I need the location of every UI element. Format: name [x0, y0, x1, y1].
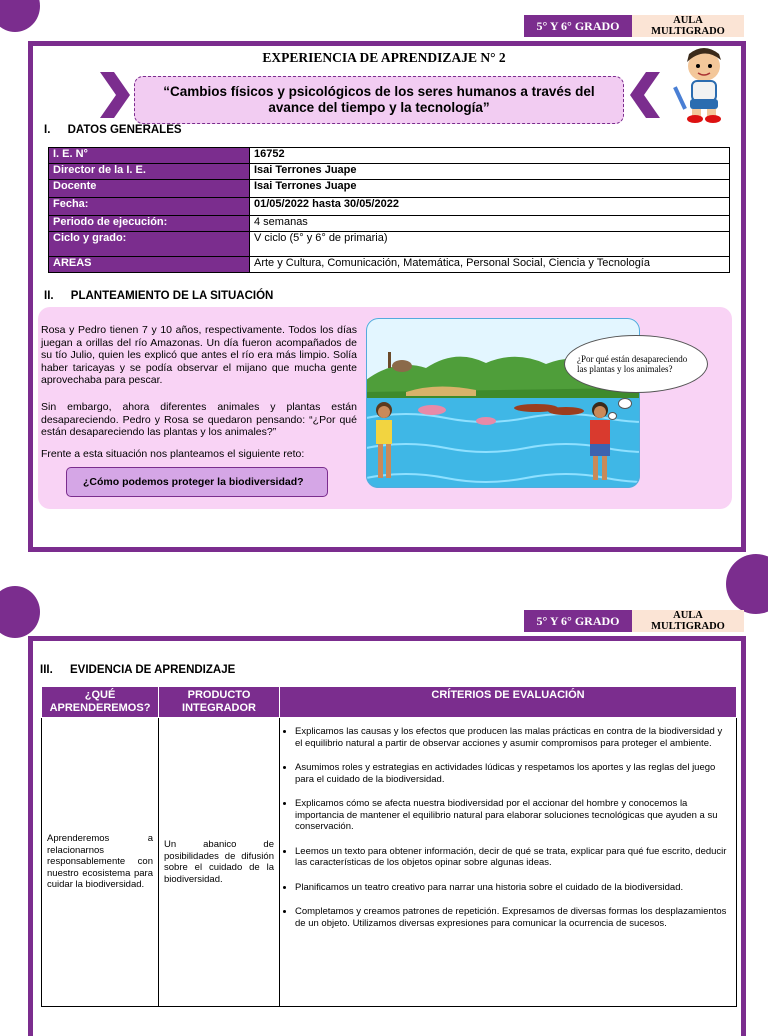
- general-data-table: [48, 147, 730, 273]
- row-value: V ciclo (5° y 6° de primaria): [250, 232, 730, 257]
- thought-bubble-text: ¿Por qué están desapareciendo las plantas y los animales?: [577, 354, 688, 374]
- list-item: • Completamos y creamos patrones de repetición. Expresamos de diversas formas los desplazamientos de un objeto. Utilizamos diversas expresiones para comunicar la ocurrencia de sucesos.: [295, 906, 731, 929]
- table-row: [49, 180, 730, 198]
- product-text: Un abanico de posibilidades de difusión sobre el cuidado de la biodiversidad.: [164, 839, 274, 885]
- grade-badge: 5° Y 6° GRADO: [524, 610, 632, 632]
- table-row: [49, 148, 730, 164]
- section-1-number: I.: [44, 124, 51, 136]
- row-value: Arte y Cultura, Comunicación, Matemática, Personal Social, Ciencia y Tecnología: [250, 257, 730, 273]
- situation-paragraph-3: Frente a esta situación nos planteamos el siguiente reto:: [41, 448, 305, 460]
- row-label: Docente: [49, 180, 250, 198]
- list-item: • Leemos un texto para obtener información, decir de qué se trata, explicar para qué fue escrito, deducir las características de los objetos opinar sobre algunas ideas.: [295, 846, 731, 869]
- criteria-list: [285, 726, 731, 929]
- table-row: [49, 164, 730, 180]
- row-label: Fecha:: [49, 198, 250, 216]
- row-label: AREAS: [49, 257, 250, 273]
- table-row: [49, 198, 730, 216]
- list-item: • Asumimos roles y estrategias en actividades lúdicas y respetamos los aportes y las reglas del juego para el cuidado de la biodiversidad.: [295, 762, 731, 785]
- product-cell: [159, 718, 280, 1007]
- table-row: [49, 232, 730, 257]
- section-1-title: DATOS GENERALES: [67, 124, 182, 136]
- thought-bubble-dot: [608, 412, 617, 420]
- row-value: 4 semanas: [250, 216, 730, 232]
- row-value: 01/05/2022 hasta 30/05/2022: [250, 198, 730, 216]
- criteria-cell: [280, 718, 737, 1007]
- aula-line1: AULA: [673, 610, 703, 621]
- evidence-table: [41, 686, 737, 1007]
- subtitle-text: “Cambios físicos y psicológicos de los seres humanos a través del avance del tiempo y la tecnología”: [163, 84, 595, 115]
- challenge-text: ¿Cómo podemos proteger la biodiversidad?: [83, 476, 304, 488]
- section-3-heading: [40, 664, 235, 676]
- table-row: [42, 718, 737, 1007]
- thought-bubble-dot: [618, 398, 632, 409]
- student-illustration: [672, 46, 736, 124]
- situation-paragraph-1: Rosa y Pedro tienen 7 y 10 años, respectivamente. Todos los días juegan a orillas del río Amazonas. Un día fueron acompañados de su tío Julio, quien les explicó que antes el río era más limpio. Solía haber taricayas y se podía observar el mijano que mucha gente aprovechaba para pescar.: [41, 324, 357, 386]
- page-2: [0, 582, 768, 1024]
- row-value: Isai Terrones Juape: [250, 180, 730, 198]
- learn-text: Aprenderemos a relacionarnos responsablemente con nuestro ecosistema para cuidar la biodiversidad.: [47, 833, 153, 891]
- aula-line2: MULTIGRADO: [651, 26, 725, 37]
- chevron-left-decoration: [100, 72, 132, 118]
- row-value: 16752: [250, 148, 730, 164]
- section-2-heading: [44, 290, 273, 302]
- aula-line1: AULA: [673, 15, 703, 26]
- aula-line2: MULTIGRADO: [651, 621, 725, 632]
- row-label: Periodo de ejecución:: [49, 216, 250, 232]
- table-row: [49, 257, 730, 273]
- list-item: • Explicamos cómo se afecta nuestra biodiversidad por el accionar del hombre y conocemos la importancia de mantener el equilibrio natural para elaborar soluciones tecnológicas que ayuden a su conservación.: [295, 798, 731, 833]
- row-label: Ciclo y grado:: [49, 232, 250, 257]
- header-criteria: CRÍTERIOS DE EVALUACIÓN: [280, 687, 737, 718]
- aula-multigrado-badge: [632, 610, 744, 632]
- table-row: [49, 216, 730, 232]
- row-label: Director de la I. E.: [49, 164, 250, 180]
- list-item: • Planificamos un teatro creativo para narrar una historia sobre el cuidado de la biodiversidad.: [295, 882, 731, 894]
- section-1-heading: [44, 124, 182, 136]
- list-item: • Explicamos las causas y los efectos que producen las malas prácticas en contra de la biodiversidad y el equilibrio natural a partir de observar acciones y asumir compromisos para proteger el ambiente.: [295, 726, 731, 749]
- thought-bubble: [564, 335, 708, 393]
- section-2-title: PLANTEAMIENTO DE LA SITUACIÓN: [70, 290, 274, 302]
- situation-paragraph-2: Sin embargo, ahora diferentes animales y plantas están desapareciendo. Pedro y Rosa se quedaron pensando: “¿Por qué están desapareciendo las plantas y los animales?”: [41, 401, 357, 438]
- challenge-box: [66, 467, 328, 497]
- learn-cell: [42, 718, 159, 1007]
- row-label: I. E. N°: [49, 148, 250, 164]
- table-header-row: [42, 687, 737, 718]
- chevron-right-decoration: [628, 72, 660, 118]
- section-3-title: EVIDENCIA DE APRENDIZAJE: [69, 664, 236, 676]
- section-3-number: III.: [40, 664, 53, 676]
- grade-badge: 5° Y 6° GRADO: [524, 15, 632, 37]
- header-product: PRODUCTO INTEGRADOR: [159, 687, 280, 718]
- corner-circle-decoration: [0, 586, 40, 638]
- page-title: EXPERIENCIA DE APRENDIZAJE N° 2: [262, 50, 506, 65]
- page-gap: [0, 556, 768, 582]
- subtitle-box: [134, 76, 624, 124]
- corner-circle-decoration: [0, 0, 40, 32]
- aula-multigrado-badge: [632, 15, 744, 37]
- row-value: Isai Terrones Juape: [250, 164, 730, 180]
- header-learn: ¿QUÉ APRENDEREMOS?: [42, 687, 159, 718]
- section-2-number: II.: [44, 290, 54, 302]
